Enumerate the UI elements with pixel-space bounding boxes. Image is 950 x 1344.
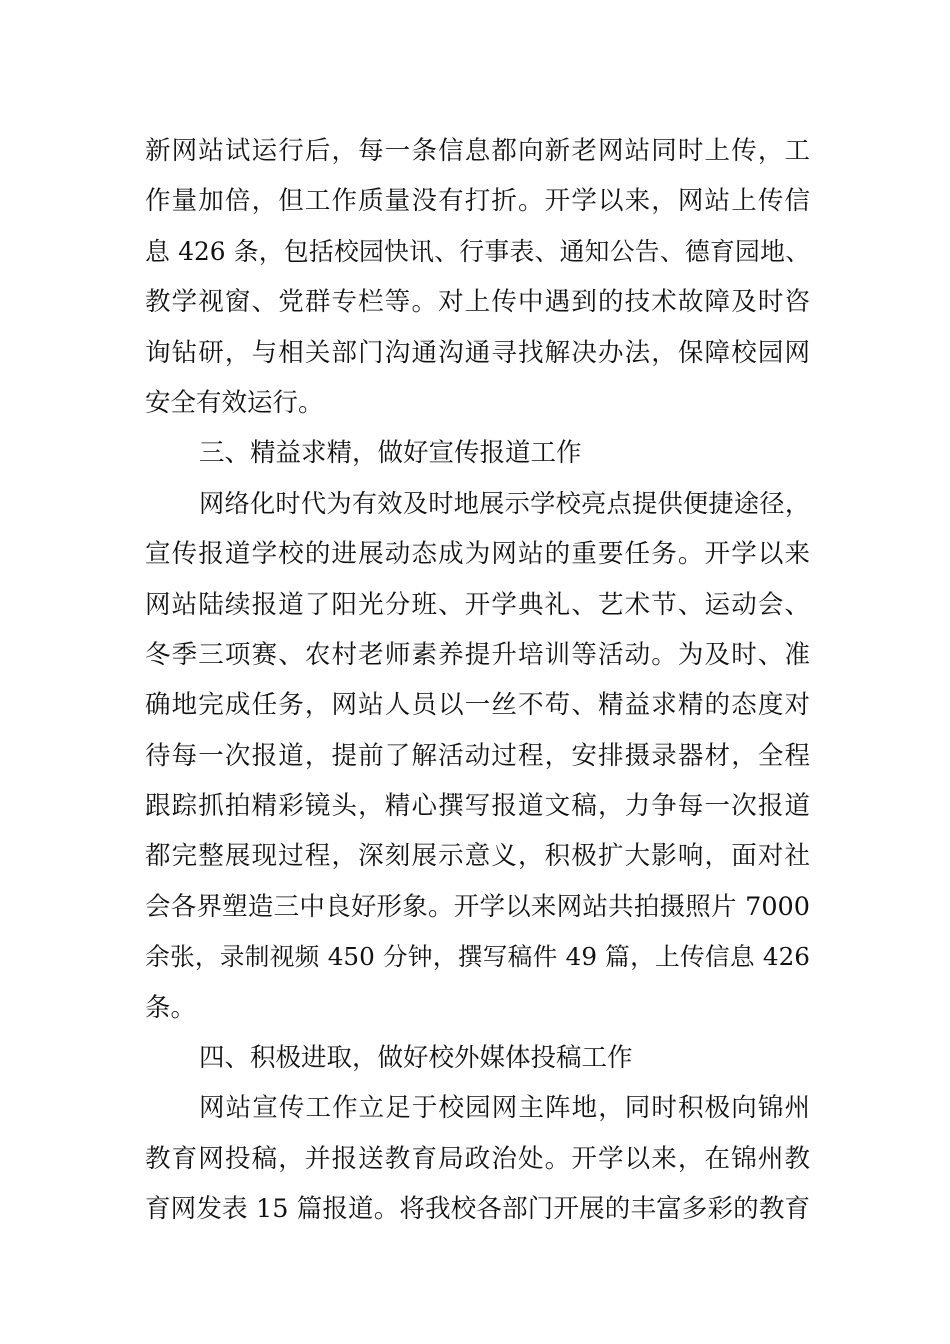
text-line: 教育网投稿，并报送教育局政治处。开学以来，在锦州教 xyxy=(145,1143,810,1174)
text-line: 都完整展现过程，深刻展示意义，积极扩大影响，面对社 xyxy=(145,841,810,872)
text-line: 息 426 条，包括校园快讯、行事表、通知公告、德育园地、 xyxy=(145,236,810,266)
text-line: 新网站试运行后，每一条信息都向新老网站同时上传，工 xyxy=(145,136,810,166)
section-heading: 三、精益求精，做好宣传报道工作 xyxy=(199,438,582,469)
text-line: 作量加倍，但工作质量没有打折。开学以来，网站上传信 xyxy=(145,186,810,217)
text-line: 余张，录制视频 450 分钟，撰写稿件 49 篇，上传信息 426 xyxy=(145,942,810,972)
text-line: 跟踪抓拍精彩镜头，精心撰写报道文稿，力争每一次报道 xyxy=(145,791,810,822)
text-line: 网络化时代为有效及时地展示学校亮点提供便捷途径， xyxy=(199,488,810,518)
text-line: 会各界塑造三中良好形象。开学以来网站共拍摄照片 7000 xyxy=(145,891,810,922)
text-line: 条。 xyxy=(145,992,197,1023)
text-line: 育网发表 15 篇报道。将我校各部门开展的丰富多彩的教育 xyxy=(145,1194,810,1225)
document-body xyxy=(145,126,810,1235)
text-line: 网站宣传工作立足于校园网主阵地，同时积极向锦州 xyxy=(199,1093,810,1124)
text-line: 确地完成任务，网站人员以一丝不苟、精益求精的态度对 xyxy=(145,690,810,721)
section-heading: 四、积极进取，做好校外媒体投稿工作 xyxy=(199,1043,633,1074)
text-line: 安全有效运行。 xyxy=(145,387,324,418)
text-line: 待每一次报道，提前了解活动过程，安排摄录器材，全程 xyxy=(145,740,810,771)
text-line: 宣传报道学校的进展动态成为网站的重要任务。开学以来 xyxy=(145,539,810,570)
text-line: 询钻研，与相关部门沟通沟通寻找解决办法，保障校园网 xyxy=(145,337,810,368)
text-line: 教学视窗、党群专栏等。对上传中遇到的技术故障及时咨 xyxy=(145,287,810,318)
text-line: 冬季三项赛、农村老师素养提升培训等活动。为及时、准 xyxy=(145,639,810,670)
text-line: 网站陆续报道了阳光分班、开学典礼、艺术节、运动会、 xyxy=(145,589,810,620)
